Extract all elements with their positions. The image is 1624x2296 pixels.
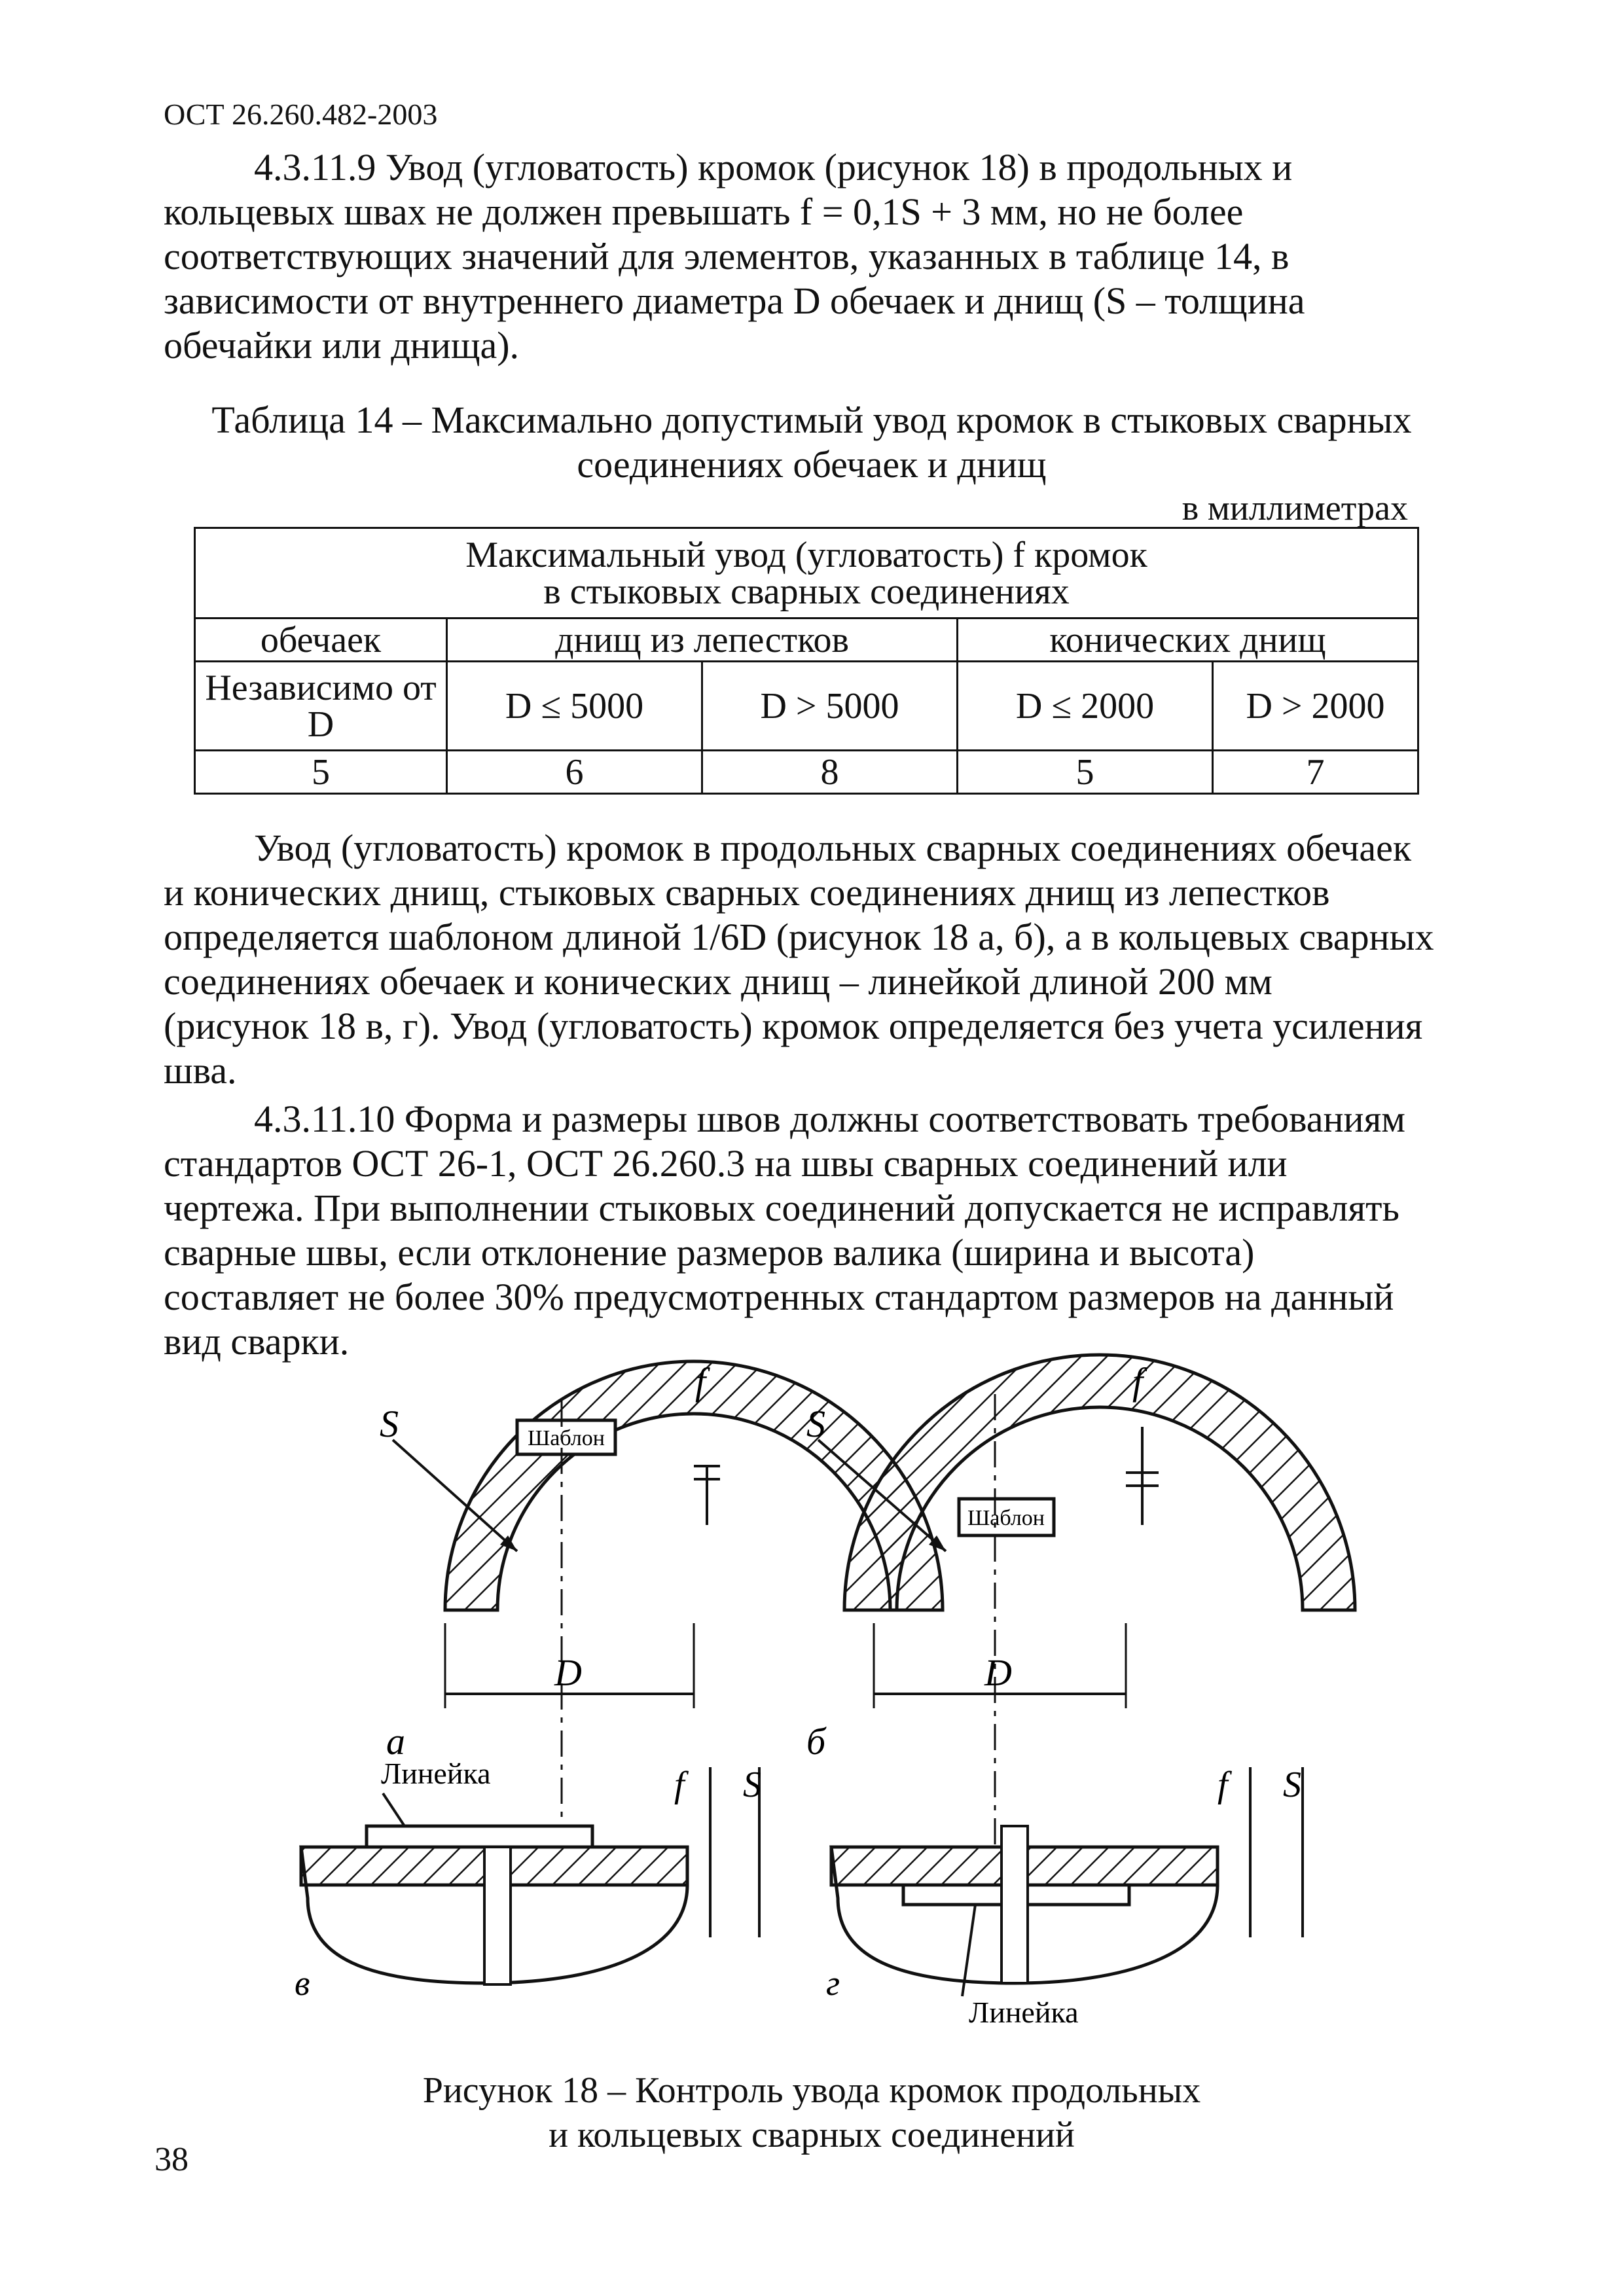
sub-label-a: а [386, 1720, 405, 1763]
table-cell: 7 [1213, 751, 1418, 794]
drawing-v [295, 1757, 761, 2003]
sub-label-v: в [295, 1964, 310, 2003]
text-line: соответствующих значений для элементов, указанных в таблице 14, в [164, 235, 1290, 278]
table-caption-line: Таблица 14 – Максимально допустимый увод кромок в стыковых сварных [211, 399, 1412, 441]
text-line: и конических днищ, стыковых сварных соединениях днищ из лепестков [164, 871, 1330, 914]
text-line: (рисунок 18 в, г). Увод (угловатость) кромок определяется без учета усиления [164, 1005, 1423, 1047]
header-line: Максимальный увод (угловатость) f кромок [465, 534, 1147, 575]
sub-label-g: г [826, 1964, 840, 2003]
text-line: шва. [164, 1049, 237, 1092]
text-line: соединениях обечаек и конических днищ – линейкой длиной 200 мм [164, 960, 1272, 1003]
col-group-conical-heads: конических днищ [958, 619, 1418, 662]
text-line: 4.3.11.9 Увод (угловатость) кромок (рисунок 18) в продольных и [254, 146, 1293, 188]
drawing-b [806, 1355, 1355, 1859]
text-line: кольцевых швах не должен превышать f = 0,1S + 3 мм, но не более [164, 190, 1244, 233]
label-f-a: f [695, 1360, 706, 1403]
page-number: 38 [154, 2141, 189, 2178]
weld-g [1001, 1826, 1028, 1983]
sub-header-d-gt-5000: D > 5000 [702, 662, 958, 751]
sub-header-independent: Независимо от D [195, 662, 447, 751]
label-d-a: D [554, 1651, 582, 1694]
table-cell: 6 [447, 751, 702, 794]
weld-v [484, 1847, 511, 1984]
drawing-g [826, 1765, 1303, 2029]
col-group-petal-heads: днищ из лепестков [447, 619, 958, 662]
sub-header-d-gt-2000: D > 2000 [1213, 662, 1418, 751]
sub-label-b: б [806, 1720, 826, 1763]
text-line: зависимости от внутреннего диаметра D обечаек и днищ (S – толщина [164, 279, 1305, 322]
text-line: 4.3.11.10 Форма и размеры швов должны соответствовать требованиям [254, 1098, 1405, 1140]
text-line: определяется шаблоном длиной 1/6D (рисунок 18 а, б), а в кольцевых сварных [164, 916, 1434, 958]
text-line: составляет не более 30% предусмотренных стандартом размеров на данный [164, 1276, 1394, 1318]
label-s-a: S [380, 1403, 399, 1445]
text-line: Увод (угловатость) кромок в продольных сварных соединениях обечаек [254, 827, 1412, 869]
sub-header-d-le-5000: D ≤ 5000 [447, 662, 702, 751]
text-line: обечайки или днища). [164, 324, 520, 367]
label-d-b: D [984, 1651, 1012, 1694]
label-s-b: S [806, 1403, 825, 1445]
sub-header-d-le-2000: D ≤ 2000 [958, 662, 1213, 751]
ruler-label-g: Линейка [969, 1996, 1079, 2029]
text-line: чертежа. При выполнении стыковых соединений допускается не исправлять [164, 1187, 1399, 1229]
label-s-v: S [743, 1765, 761, 1805]
ruler-label-v: Линейка [381, 1757, 491, 1790]
table-cell: 5 [195, 751, 447, 794]
template-label-b: Шаблон [967, 1506, 1045, 1530]
doc-header: ОСТ 26.260.482-2003 [164, 98, 438, 131]
label-f-g: f [1218, 1765, 1228, 1805]
table-cell: 5 [958, 751, 1213, 794]
text-line: стандартов ОСТ 26-1, ОСТ 26.260.3 на швы сварных соединений или [164, 1142, 1288, 1185]
label-f-v: f [674, 1765, 685, 1805]
figure-caption-line: и кольцевых сварных соединений [549, 2115, 1075, 2155]
ruler-v [367, 1826, 592, 1847]
header-line: в стыковых сварных соединениях [543, 571, 1070, 612]
text-line: вид сварки. [164, 1320, 350, 1363]
label-s-g: S [1283, 1765, 1301, 1805]
table-cell: 8 [702, 751, 958, 794]
figure-caption [164, 2068, 1460, 2157]
template-label-a: Шаблон [527, 1426, 605, 1450]
ruler-leader-v [383, 1793, 405, 1826]
figure-caption-line: Рисунок 18 – Контроль увода кромок продольных [422, 2070, 1201, 2111]
table-units: в миллиметрах [1182, 488, 1408, 528]
text-line: сварные швы, если отклонение размеров валика (ширина и высота) [164, 1231, 1255, 1274]
label-f-b: f [1132, 1360, 1144, 1403]
table-caption-line: соединениях обечаек и днищ [577, 443, 1047, 486]
col-group-shells: обечаек [195, 619, 447, 662]
